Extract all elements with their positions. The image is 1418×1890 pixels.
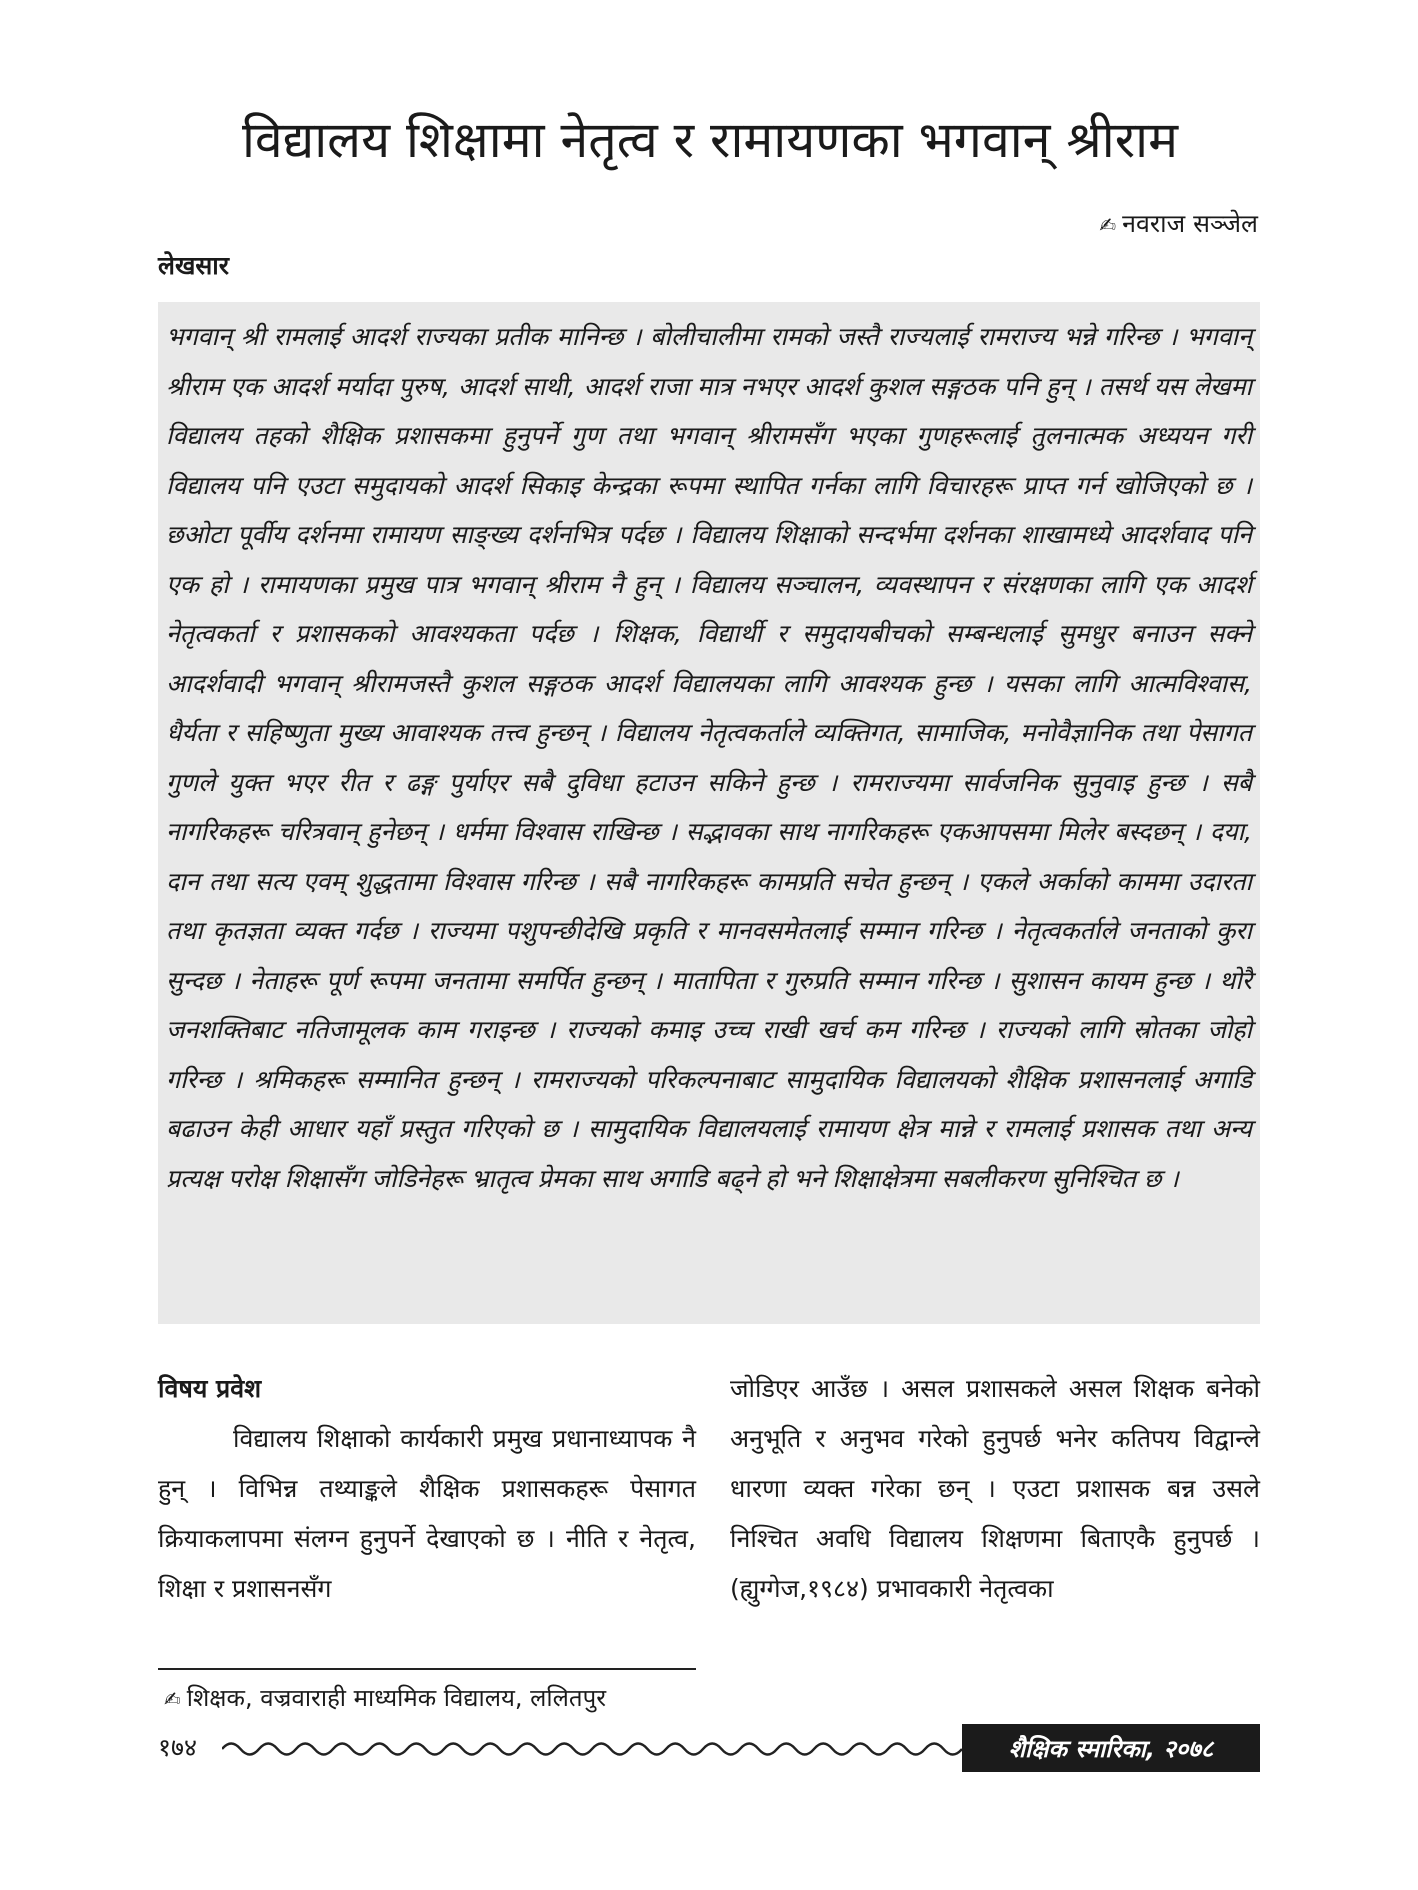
abstract-box	[158, 302, 1260, 1324]
section-heading: विषय प्रवेश	[158, 1374, 262, 1403]
body-right-column	[730, 1364, 1260, 1614]
footnote-divider	[158, 1668, 696, 1670]
footnote-text: शिक्षक, वज्रवाराही माध्यमिक विद्यालय, ललितपुर	[186, 1684, 607, 1712]
body-paragraph-left: विद्यालय शिक्षाको कार्यकारी प्रमुख प्रधानाध्यापक नै हुन् । विभिन्न तथ्याङ्कले शैक्षिक प्रशासकहरू पेसागत क्रियाकलापमा संलग्न हुनुपर्ने देखाएको छ । नीति र नेतृत्व, शिक्षा र प्रशासनसँग	[158, 1424, 696, 1603]
body-paragraph-right: जोडिएर आउँछ । असल प्रशासकले असल शिक्षक बनेको अनुभूति र अनुभव गरेको हुनुपर्छ भनेर कतिपय विद्वान्ले धारणा व्यक्त गरेका छन् । एउटा प्रशासक बन्न उसले निश्चित अवधि विद्यालय शिक्षणमा बिताएकै हुनुपर्छ । (ह्युग्गेज,१९८४) प्रभावकारी नेतृत्वका	[730, 1374, 1260, 1603]
body-left-column	[158, 1364, 696, 1614]
footnote	[164, 1678, 606, 1719]
author-name: नवराज सञ्जेल	[1122, 209, 1258, 238]
pen-icon: ✍	[164, 1687, 181, 1711]
wave-ornament	[222, 1734, 962, 1764]
article-title: विद्यालय शिक्षामा नेतृत्व र रामायणका भगवान् श्रीराम	[241, 111, 1178, 169]
journal-badge: शैक्षिक स्मारिका, २०७८	[962, 1724, 1260, 1772]
pen-icon: ✍	[1099, 213, 1117, 237]
abstract-heading: लेखसार	[158, 251, 230, 280]
page-number: १७४	[158, 1733, 198, 1762]
abstract-text: भगवान् श्री रामलाई आदर्श राज्यका प्रतीक मानिन्छ । बोलीचालीमा रामको जस्तै राज्यलाई रामराज्य भन्ने गरिन्छ । भगवान् श्रीराम एक आदर्श मर्यादा पुरुष, आदर्श साथी, आदर्श राजा मात्र नभएर आदर्श कुशल सङ्गठक पनि हुन् । तसर्थ यस लेखमा विद्यालय तहको शैक्षिक प्रशासकमा हुनुपर्ने गुण तथा भगवान् श्रीरामसँग भएका गुणहरूलाई तुलनात्मक अध्ययन गरी विद्यालय पनि एउटा समुदायको आदर्श सिकाइ केन्द्रका रूपमा स्थापित गर्नका लागि विचारहरू प्राप्त गर्न खोजिएको छ । छओटा पूर्वीय दर्शनमा रामायण साङ्ख्य दर्शनभित्र पर्दछ । विद्यालय शिक्षाको सन्दर्भमा दर्शनका शाखामध्ये आदर्शवाद पनि एक हो । रामायणका प्रमुख पात्र भगवान् श्रीराम नै हुन् । विद्यालय सञ्चालन, व्यवस्थापन र संरक्षणका लागि एक आदर्श नेतृत्वकर्ता र प्रशासकको आवश्यकता पर्दछ । शिक्षक, विद्यार्थी र समुदायबीचको सम्बन्धलाई सुमधुर बनाउन सक्ने आदर्शवादी भगवान् श्रीरामजस्तै कुशल सङ्गठक आदर्श विद्यालयका लागि आवश्यक हुन्छ । यसका लागि आत्मविश्वास, धैर्यता र सहिष्णुता मुख्य आवाश्यक तत्त्व हुन्छन् । विद्यालय नेतृत्वकर्ताले व्यक्तिगत, सामाजिक, मनोवैज्ञानिक तथा पेसागत गुणले युक्त भएर रीत र ढङ्ग पुर्याएर सबै दुविधा हटाउन सकिने हुन्छ । रामराज्यमा सार्वजनिक सुनुवाइ हुन्छ । सबै नागरिकहरू चरित्रवान् हुनेछन् । धर्ममा विश्वास राखिन्छ । सद्भावका साथ नागरिकहरू एकआपसमा मिलेर बस्दछन् । दया, दान तथा सत्य एवम् शुद्धतामा विश्वास गरिन्छ । सबै नागरिकहरू कामप्रति सचेत हुन्छन् । एकले अर्काको काममा उदारता तथा कृतज्ञता व्यक्त गर्दछ । राज्यमा पशुपन्छीदेखि प्रकृति र मानवसमेतलाई सम्मान गरिन्छ । नेतृत्वकर्ताले जनताको कुरा सुन्दछ । नेताहरू पूर्ण रूपमा जनतामा समर्पित हुन्छन् । मातापिता र गुरुप्रति सम्मान गरिन्छ । सुशासन कायम हुन्छ । थोरै जनशक्तिबाट नतिजामूलक काम गराइन्छ । राज्यको कमाइ उच्च राखी खर्च कम गरिन्छ । राज्यको लागि स्रोतका जोहो गरिन्छ । श्रमिकहरू सम्मानित हुन्छन् । रामराज्यको परिकल्पनाबाट सामुदायिक विद्यालयको शैक्षिक प्रशासनलाई अगाडि बढाउन केही आधार यहाँ प्रस्तुत गरिएको छ । सामुदायिक विद्यालयलाई रामायण क्षेत्र मान्ने र रामलाई प्रशासक तथा अन्य प्रत्यक्ष परोक्ष शिक्षासँग जोडिनेहरू भ्रातृत्व प्रेमका साथ अगाडि बढ्ने हो भने शिक्षाक्षेत्रमा सबलीकरण सुनिश्चित छ ।	[166, 322, 1252, 1193]
author-line	[1099, 206, 1258, 243]
